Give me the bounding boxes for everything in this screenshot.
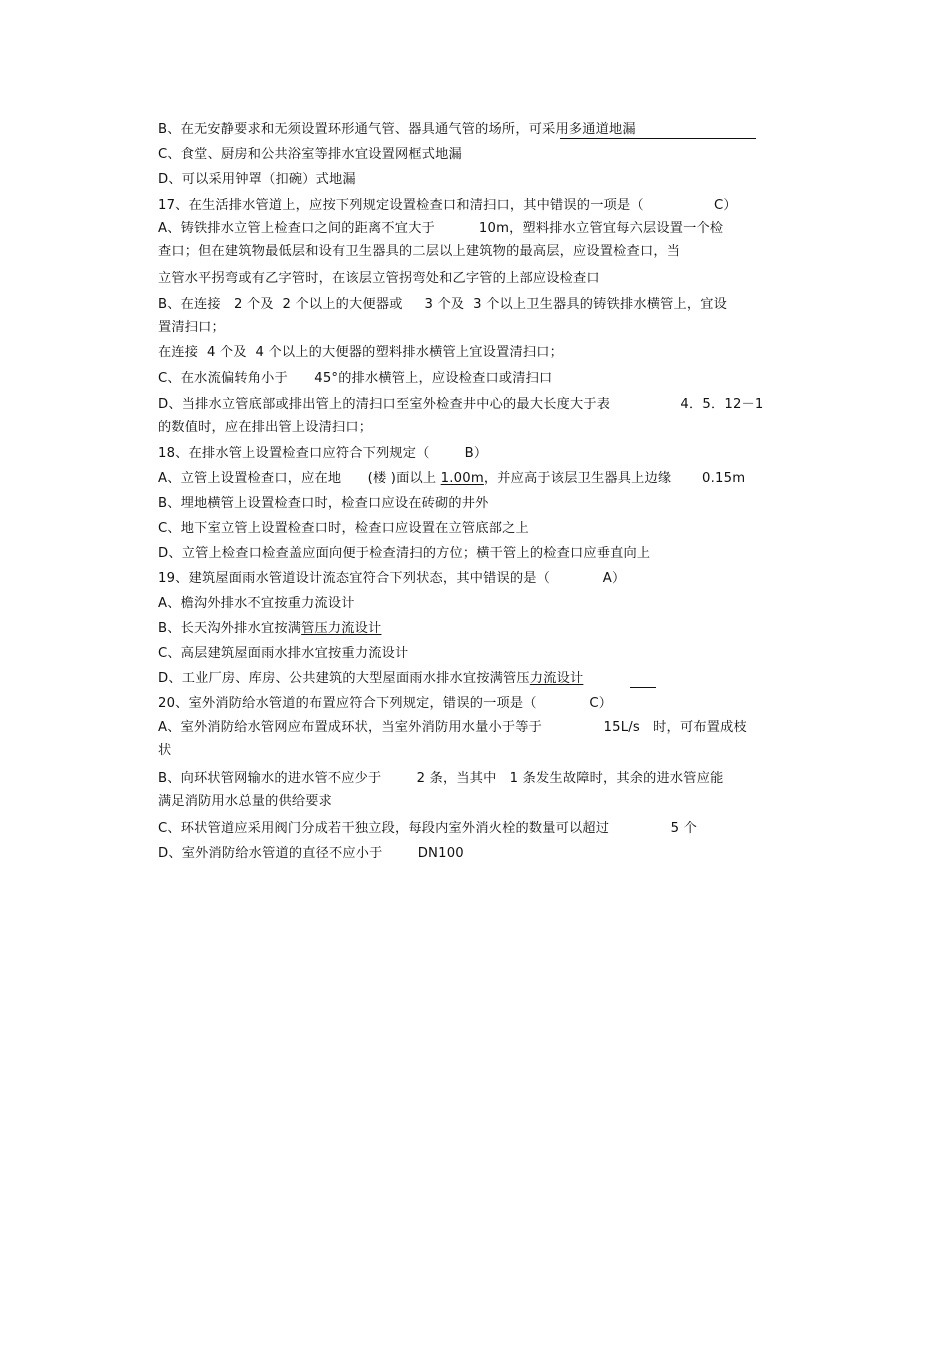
text-line: D、可以采用钟罩（扣碗）式地漏 xyxy=(158,172,356,187)
text-segment: D、工业厂房、库房、公共建筑的大型屋面雨水排水宜按满管压 xyxy=(158,671,530,686)
text-line: C、高层建筑屋面雨水排水宜按重力流设计 xyxy=(158,646,409,661)
question-20: 20、室外消防给水管道的布置应符合下列规定，错误的一项是（ C） xyxy=(158,696,613,711)
text-line: 置清扫口； xyxy=(158,320,225,335)
text-line: D、当排水立管底部或排出管上的清扫口至室外检查井中心的最大长度大于表 4．5．12－1 xyxy=(158,397,764,412)
text-line: 状 xyxy=(158,743,172,758)
text-line: C、地下室立管上设置检查口时，检查口应设置在立管底部之上 xyxy=(158,521,529,536)
text-line xyxy=(158,620,381,638)
text-line: 满足消防用水总量的供给要求 xyxy=(158,794,333,809)
question-18: 18、在排水管上设置检查口应符合下列规定（ B） xyxy=(158,446,488,461)
underline-rule xyxy=(560,138,756,139)
text-line: 的数值时，应在排出管上设清扫口； xyxy=(158,420,373,435)
text-line: A、室外消防给水管网应布置成环状，当室外消防用水量小于等于 15L/s 时，可布置成枝 xyxy=(158,720,747,735)
text-line xyxy=(158,670,583,688)
text-line: A、铸铁排水立管上检查口之间的距离不宜大于 10m，塑料排水立管宜每六层设置一个检 xyxy=(158,221,724,236)
text-line: 在连接 4 个及 4 个以上的大便器的塑料排水横管上宜设置清扫口； xyxy=(158,345,563,360)
text-segment: B、长天沟外排水宜按满 xyxy=(158,621,302,636)
text-line: C、在水流偏转角小于 45°的排水横管上，应设检查口或清扫口 xyxy=(158,371,553,386)
text-line: B、向环状管网输水的进水管不应少于 2 条，当其中 1 条发生故障时，其余的进水管应能 xyxy=(158,771,724,786)
text-line: B、在无安静要求和无须设置环形通气管、器具通气管的场所，可采用多通道地漏 xyxy=(158,122,636,137)
text-line: D、室外消防给水管道的直径不应小于 DN100 xyxy=(158,846,464,861)
underlined-value: 1.00m xyxy=(440,471,484,486)
text-line: B、在连接 2 个及 2 个以上的大便器或 3 个及 3 个以上卫生器具的铸铁排水横管上，宜设 xyxy=(158,297,728,312)
text-line: C、环状管道应采用阀门分成若干独立段，每段内室外消火栓的数量可以超过 5 个 xyxy=(158,821,698,836)
text-line: 立管水平拐弯或有乙字管时，在该层立管拐弯处和乙字管的上部应设检查口 xyxy=(158,271,600,286)
text-segment: A、立管上设置检查口，应在地 (楼 )面以上 xyxy=(158,471,437,486)
question-17: 17、在生活排水管道上，应按下列规定设置检查口和清扫口，其中错误的一项是（ C） xyxy=(158,198,737,213)
text-segment: ，并应高于该层卫生器具上边缘 0.15m xyxy=(483,471,746,486)
question-19: 19、建筑屋面雨水管道设计流态宜符合下列状态，其中错误的是（ A） xyxy=(158,571,626,586)
underlined-text: 管压力流设计 xyxy=(301,621,382,636)
underline-rule xyxy=(630,687,656,688)
text-line: D、立管上检查口检查盖应面向便于检查清扫的方位；横干管上的检查口应垂直向上 xyxy=(158,546,651,561)
text-line: 查口；但在建筑物最低层和设有卫生器具的二层以上建筑物的最高层，应设置检查口，当 xyxy=(158,244,681,259)
text-line: B、埋地横管上设置检查口时，检查口应设在砖砌的井外 xyxy=(158,496,489,511)
text-line: C、食堂、厨房和公共浴室等排水宜设置网框式地漏 xyxy=(158,147,462,162)
text-line: A、檐沟外排水不宜按重力流设计 xyxy=(158,596,355,611)
underlined-text: 力流设计 xyxy=(529,671,584,686)
text-line xyxy=(158,470,745,488)
